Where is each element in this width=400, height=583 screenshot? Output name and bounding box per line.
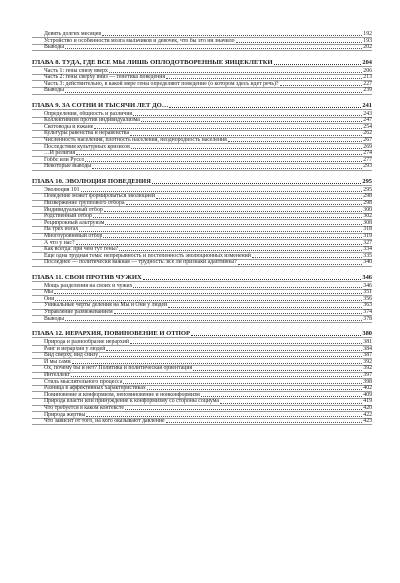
toc-section-entry[interactable] — [32, 246, 372, 253]
section-title: Еще одна трудная тема: непрерывность и постепенность эволюционных изменений — [44, 252, 251, 259]
section-title: Последнее — политически важная — трудность: все ли признаки адаптивны? — [44, 259, 237, 266]
toc-section-entry[interactable] — [32, 226, 372, 233]
dot-leader — [65, 92, 362, 93]
toc-chapter-entry[interactable] — [32, 103, 372, 110]
page-number: 380 — [362, 330, 372, 338]
dot-leader — [168, 307, 362, 308]
section-title: Природа власти или принуждение к конформизму со стороны социума — [44, 398, 219, 405]
dot-leader — [76, 244, 363, 245]
toc-section-entry[interactable] — [32, 352, 372, 359]
section-title: Поведение может формироваться эволюцией — [44, 193, 156, 200]
section-title: Ранг и иерархия у людей — [44, 345, 106, 352]
page-number: 340 — [363, 259, 372, 266]
toc-section-entry[interactable] — [32, 240, 372, 247]
table-of-contents — [32, 31, 372, 425]
section-title: Родственный отбор — [44, 213, 92, 220]
section-title: Мы — [44, 289, 54, 296]
toc-section-entry[interactable] — [32, 379, 372, 386]
dot-leader — [86, 416, 362, 417]
page-number: 274 — [363, 150, 372, 157]
section-title: Выводы — [44, 87, 65, 94]
section-gap — [32, 170, 372, 176]
section-title: Как всегда: при чем тут гены? — [44, 246, 119, 253]
dot-leader — [71, 376, 362, 377]
dot-leader — [79, 231, 362, 232]
section-gap — [32, 94, 372, 100]
toc-section-entry[interactable] — [32, 74, 372, 81]
page-number: 254 — [363, 123, 372, 130]
section-title: Гоббс или Руссо — [44, 156, 85, 163]
toc-section-entry[interactable] — [32, 385, 372, 392]
section-title: Устройство и особенности мозга мальчиков и девочек, что бы это ни значило — [44, 37, 235, 44]
dot-leader — [102, 35, 362, 36]
page-number: 277 — [363, 156, 372, 163]
toc-section-entry[interactable] — [32, 163, 372, 170]
section-title: Часть 1: гены снизу вверх — [44, 67, 108, 74]
page-number: 298 — [363, 199, 372, 206]
toc-section-entry[interactable] — [32, 150, 372, 157]
page-number: 387 — [363, 352, 372, 359]
toc-section-entry[interactable] — [32, 87, 372, 94]
section-title: Скотоводы и южане — [44, 123, 94, 130]
section-title: Некоторые выводы — [44, 163, 92, 170]
dot-leader — [156, 198, 362, 199]
toc-section-entry[interactable] — [32, 412, 372, 419]
dot-leader — [238, 264, 363, 265]
dot-leader — [125, 409, 362, 410]
toc-section-entry[interactable] — [32, 111, 372, 118]
section-title: Стиль мыслительного процесса — [44, 378, 123, 385]
section-title: Реципрокный альтруизм — [44, 219, 105, 226]
page-number: 239 — [363, 87, 372, 94]
section-title: На трех ногах — [44, 226, 79, 233]
page-number: 363 — [363, 302, 372, 309]
page-number: 206 — [363, 67, 372, 74]
page-number: 392 — [363, 365, 372, 372]
toc-section-entry[interactable] — [32, 130, 372, 137]
page-number: 397 — [363, 371, 372, 378]
section-title: Последствия культурных кризисов — [44, 143, 130, 150]
section-title: Эволюция 101 — [44, 186, 80, 193]
section-title: Численность населения, плотность населения, неоднородность населения — [44, 137, 227, 144]
dot-leader — [141, 121, 362, 122]
section-title: Вид сверху, вид снизу — [44, 352, 99, 359]
page-number: 378 — [363, 315, 372, 322]
toc-section-entry[interactable] — [32, 44, 372, 51]
section-title: Повиновение и конформизм, неповиновение и нонконформизм — [44, 391, 200, 398]
dot-leader — [106, 350, 362, 351]
page-number: 351 — [363, 289, 372, 296]
dot-leader — [54, 293, 362, 294]
page-number: 295 — [363, 186, 372, 193]
page-number: 267 — [363, 137, 372, 144]
toc-section-entry[interactable] — [32, 346, 372, 353]
dot-leader — [133, 287, 362, 288]
toc-section-entry[interactable] — [32, 200, 372, 207]
section-title: Что требуется в каком контексте — [44, 404, 124, 411]
page-number: 243 — [363, 110, 372, 117]
dot-leader — [119, 250, 362, 251]
page-number: 346 — [362, 273, 372, 281]
page-number: 392 — [363, 358, 372, 365]
toc-section-entry[interactable] — [32, 359, 372, 366]
dot-leader — [130, 135, 362, 136]
dot-leader — [130, 343, 362, 344]
toc-chapter-entry[interactable] — [32, 331, 372, 338]
toc-section-entry[interactable] — [32, 213, 372, 220]
section-gap — [32, 51, 372, 57]
page-number: 384 — [363, 345, 372, 352]
toc-section-entry[interactable] — [32, 157, 372, 164]
dot-leader — [201, 396, 362, 397]
toc-section-entry[interactable] — [32, 289, 372, 296]
section-title: А что у нас? — [44, 239, 75, 246]
page-number: 381 — [363, 339, 372, 346]
dot-leader — [166, 78, 362, 79]
toc-section-entry[interactable] — [32, 365, 372, 372]
section-title: Часть 3: действительно, в какой мере гены определяют поведение (о котором здесь идет речь)? — [44, 80, 279, 87]
dot-leader — [220, 403, 362, 404]
page-number: 247 — [363, 117, 372, 124]
dot-leader — [55, 300, 362, 301]
section-title: Индивидуальный отбор — [44, 206, 103, 213]
dot-leader — [92, 168, 362, 169]
toc-section-entry[interactable] — [32, 31, 372, 38]
toc-chapter-entry[interactable] — [32, 60, 372, 67]
dot-leader — [191, 335, 361, 336]
page-number: 356 — [363, 295, 372, 302]
section-title: Определения, общность и различия — [44, 110, 133, 117]
dot-leader — [105, 224, 362, 225]
toc-section-entry[interactable] — [32, 193, 372, 200]
toc-section-entry[interactable] — [32, 68, 372, 75]
section-title: Культуры равенства и неравенства — [44, 130, 130, 137]
page-number: 298 — [363, 193, 372, 200]
toc-section-entry[interactable] — [32, 309, 372, 316]
toc-section-entry[interactable] — [32, 233, 372, 240]
page-number: 409 — [363, 391, 372, 398]
toc-chapter-entry[interactable] — [32, 275, 372, 282]
dot-leader — [143, 279, 362, 280]
dot-leader — [104, 211, 363, 212]
section-title: Выводы — [44, 315, 65, 322]
chapter-title: ГЛАВА 11. СВОИ ПРОТИВ ЧУЖИХ — [32, 274, 142, 281]
toc-section-entry[interactable] — [32, 81, 372, 88]
section-title: Природа жертвы — [44, 411, 86, 418]
section-title: Природа и разнообразие иерархий — [44, 339, 129, 346]
toc-section-entry[interactable] — [32, 283, 372, 290]
toc-section-entry[interactable] — [32, 117, 372, 124]
chapter-title: ГЛАВА 8. ТУДА, ГДЕ ВСЕ МЫ ЛИШЬ ОПЛОДОТВОРЕННЫЕ ЯЙЦЕКЛЕТКИ — [32, 59, 273, 66]
page-number: 227 — [363, 80, 372, 87]
toc-section-entry[interactable] — [32, 296, 372, 303]
section-title: Уникальные черты деления на Мы и Они у людей — [44, 302, 168, 309]
dot-leader — [274, 64, 362, 65]
chapter-title: ГЛАВА 10. ЭВОЛЮЦИЯ ПОВЕДЕНИЯ — [32, 179, 151, 186]
dot-leader — [81, 191, 363, 192]
page-number: 193 — [363, 37, 372, 44]
section-title: Многоуровневый отбор — [44, 232, 103, 239]
toc-section-entry[interactable] — [32, 137, 372, 144]
section-title: Что зависит от того, на кого оказывают давление — [44, 418, 165, 425]
section-title: Они — [44, 295, 55, 302]
page-number: 213 — [363, 74, 372, 81]
dot-leader — [147, 389, 362, 390]
section-title: Низвержение группового отбора — [44, 199, 125, 206]
page-number: 262 — [363, 130, 372, 137]
toc-section-entry[interactable] — [32, 187, 372, 194]
section-gap — [32, 266, 372, 272]
dot-leader — [123, 383, 362, 384]
page-number: 204 — [362, 58, 372, 66]
page-number: 335 — [363, 252, 372, 259]
page-number: 374 — [363, 309, 372, 316]
toc-section-entry[interactable] — [32, 398, 372, 405]
page-number: 398 — [363, 378, 372, 385]
dot-leader — [166, 422, 363, 423]
toc-section-entry[interactable] — [32, 392, 372, 399]
toc-section-entry[interactable] — [32, 405, 372, 412]
toc-section-entry[interactable] — [32, 372, 372, 379]
toc-section-entry[interactable] — [32, 144, 372, 151]
dot-leader — [85, 161, 362, 162]
page-number: 327 — [363, 239, 372, 246]
page-number: 241 — [362, 101, 372, 109]
page-number: 302 — [363, 213, 372, 220]
dot-leader — [109, 72, 362, 73]
dot-leader — [133, 115, 362, 116]
section-title: Интеллект — [44, 371, 71, 378]
toc-section-entry[interactable] — [32, 418, 372, 425]
section-title: …И религия — [44, 150, 76, 157]
dot-leader — [114, 313, 363, 314]
page-number: 318 — [363, 226, 372, 233]
chapter-title: ГЛАВА 12. ИЕРАРХИЯ, ПОВИНОВЕНИЕ И ОТПОР — [32, 331, 190, 338]
page-number: 308 — [363, 219, 372, 226]
dot-leader — [103, 237, 362, 238]
toc-section-entry[interactable] — [32, 124, 372, 131]
dot-leader — [65, 48, 362, 49]
page-number: 192 — [363, 31, 372, 37]
page-number: 269 — [363, 143, 372, 150]
section-gap — [32, 322, 372, 328]
chapter-title: ГЛАВА 9. ЗА СОТНИ И ТЫСЯЧИ ЛЕТ ДО… — [32, 102, 169, 109]
section-title: И мы сами — [44, 358, 71, 365]
toc-section-entry[interactable] — [32, 316, 372, 323]
section-title: Мощь разделения на своих и чужих — [44, 282, 133, 289]
dot-leader — [193, 370, 362, 371]
section-title: Разница в аффективных характеристиках — [44, 385, 146, 392]
section-title: Коллективизм против индивидуализма — [44, 117, 140, 124]
page-number: 293 — [363, 163, 372, 170]
section-title: Выводы — [44, 44, 65, 51]
toc-section-entry[interactable] — [32, 220, 372, 227]
page-number: 202 — [363, 44, 372, 51]
page-number: 334 — [363, 246, 372, 253]
section-title: Управление размежеванием — [44, 309, 113, 316]
toc-section-entry[interactable] — [32, 253, 372, 260]
page-number: 419 — [363, 398, 372, 405]
dot-leader — [228, 141, 362, 142]
dot-leader — [65, 320, 362, 321]
toc-section-entry[interactable] — [32, 38, 372, 45]
page-number: 300 — [363, 206, 372, 213]
dot-leader — [152, 183, 362, 184]
section-title: Часть 2: гены сверху вниз — генетика поведения — [44, 74, 166, 81]
toc-section-entry[interactable] — [32, 207, 372, 214]
toc-chapter-entry[interactable] — [32, 179, 372, 186]
dot-leader — [72, 363, 363, 364]
dot-leader — [126, 204, 363, 205]
page-number: 420 — [363, 404, 372, 411]
dot-leader — [94, 128, 362, 129]
toc-section-entry[interactable] — [32, 302, 372, 309]
dot-leader — [280, 85, 363, 86]
dot-leader — [131, 148, 362, 149]
page-number: 319 — [363, 232, 372, 239]
dot-leader — [169, 107, 361, 108]
dot-leader — [76, 154, 362, 155]
page-number: 295 — [362, 178, 372, 186]
section-title: Ох, почему бы и нет? Политика и политическая ориентация — [44, 365, 193, 372]
page-number: 423 — [363, 418, 372, 425]
page-number: 402 — [363, 385, 372, 392]
dot-leader — [93, 217, 362, 218]
toc-section-entry[interactable] — [32, 259, 372, 266]
section-title: Девять долгих месяцев — [44, 31, 102, 37]
page-number: 346 — [363, 282, 372, 289]
page-number: 422 — [363, 411, 372, 418]
dot-leader — [99, 356, 362, 357]
toc-section-entry[interactable] — [32, 339, 372, 346]
dot-leader — [236, 42, 363, 43]
dot-leader — [252, 257, 362, 258]
